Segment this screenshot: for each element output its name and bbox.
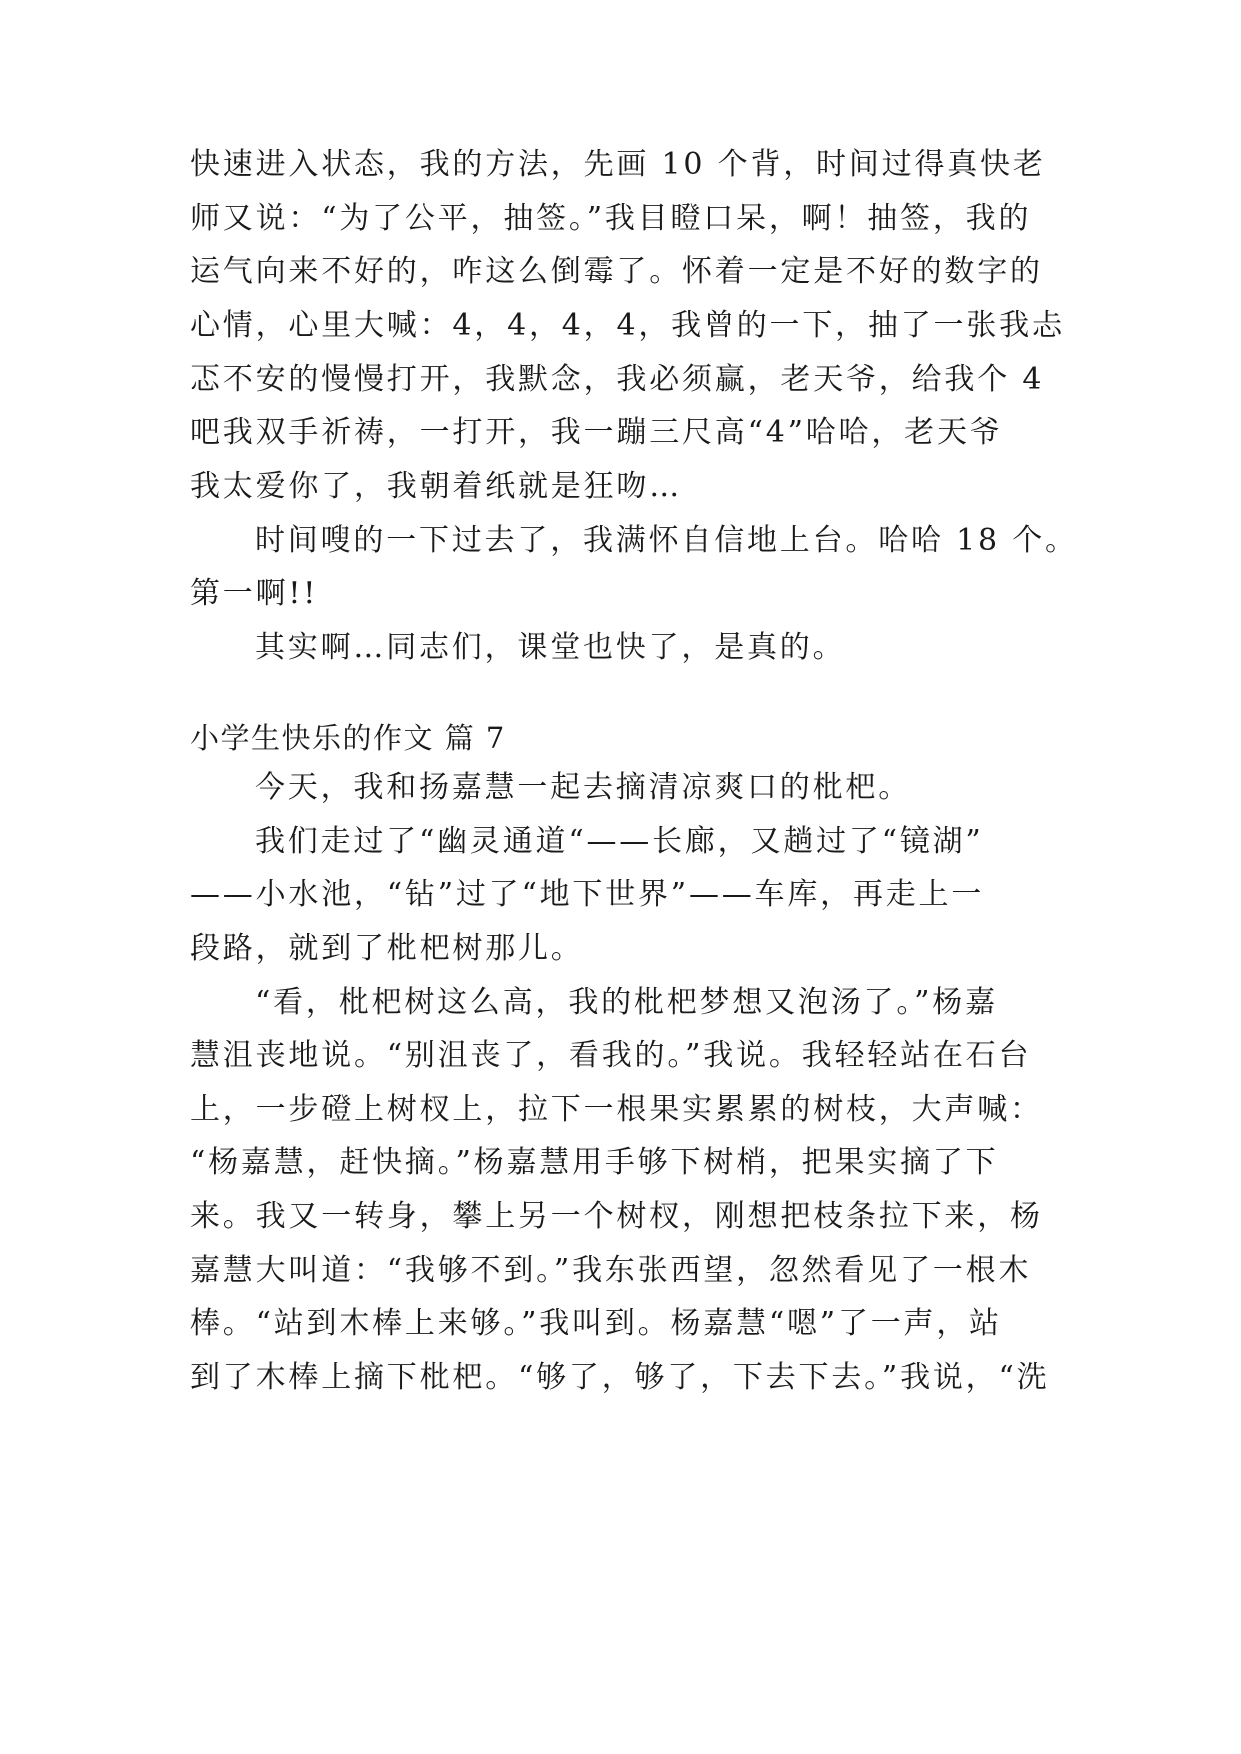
text-line: 今天，我和扬嘉慧一起去摘清凉爽口的枇杷。 — [255, 770, 911, 805]
text-line: 棒。“站到木棒上来够。”我叫到。杨嘉慧“嗯”了一声，站 — [190, 1306, 1002, 1341]
text-line: 慧沮丧地说。“别沮丧了，看我的。”我说。我轻轻站在石台 — [190, 1038, 1032, 1073]
text-line: 我们走过了“幽灵通道“——长廊，又趟过了“镜湖” — [255, 824, 984, 859]
text-line: 时间嗖的一下过去了，我满怀自信地上台。哈哈 18 个。 — [255, 523, 1078, 558]
text-line: 吧我双手祈祷，一打开，我一蹦三尺高“4”哈哈，老天爷 — [190, 415, 1003, 450]
text-line: 到了木棒上摘下枇杷。“够了，够了，下去下去。”我说，“洗 — [190, 1360, 1050, 1395]
text-line: ——小水池，“钻”过了“地下世界”——车库，再走上一 — [190, 877, 985, 912]
text-line: 嘉慧大叫道：“我够不到。”我东张西望，忽然看见了一根木 — [190, 1253, 1032, 1288]
text-line: “看，枇杷树这么高，我的枇杷梦想又泡汤了。”杨嘉 — [255, 985, 998, 1020]
text-line: 快速进入状态，我的方法，先画 10 个背，时间过得真快老 — [190, 147, 1046, 182]
text-line: 段路，就到了枇杷树那儿。 — [190, 931, 584, 966]
text-line: 忑不安的慢慢打开，我默念，我必须赢，老天爷，给我个 4 — [190, 362, 1045, 397]
text-line: 心情，心里大喊：4，4，4，4，我曾的一下，抽了一张我忐 — [190, 308, 1065, 343]
text-line: 运气向来不好的，咋这么倒霉了。怀着一定是不好的数字的 — [190, 254, 1043, 289]
text-line: 其实啊…同志们，课堂也快了，是真的。 — [255, 630, 846, 665]
text-line: “杨嘉慧，赶快摘。”杨嘉慧用手够下树梢，把果实摘了下 — [190, 1145, 999, 1180]
text-line: 上，一步磴上树杈上，拉下一根果实累累的树枝，大声喊： — [190, 1092, 1043, 1127]
text-line: 来。我又一转身，攀上另一个树杈，刚想把枝条拉下来，杨 — [190, 1199, 1043, 1234]
text-line: 我太爱你了，我朝着纸就是狂吻… — [190, 469, 682, 504]
text-line: 师又说：“为了公平，抽签。”我目瞪口呆，啊！抽签，我的 — [190, 201, 1032, 236]
section-heading: 小学生快乐的作文 篇 7 — [190, 721, 506, 755]
text-line: 第一啊!! — [190, 576, 319, 611]
